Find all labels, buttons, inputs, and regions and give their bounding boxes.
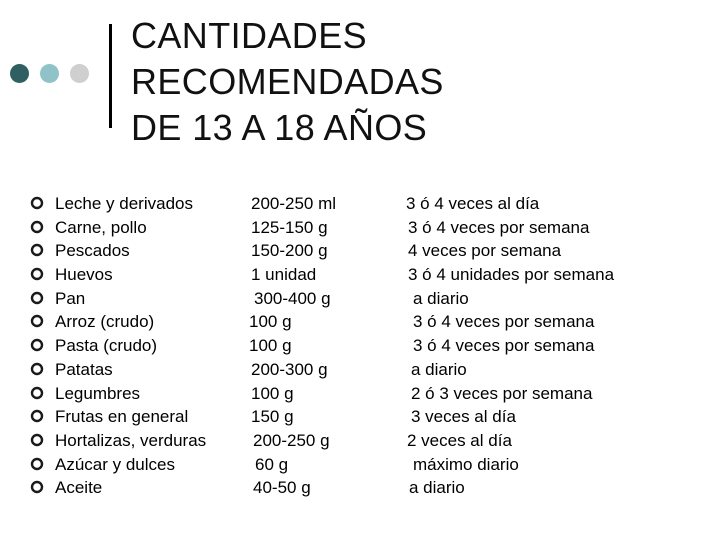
food-amount: 200-250 ml [251, 194, 337, 213]
list-item [0, 405, 728, 429]
food-frequency: 3 ó 4 veces por semana [408, 217, 590, 237]
food-name: Pasta (crudo) [55, 336, 158, 356]
food-name: Aceite [55, 478, 103, 498]
list-item [0, 239, 728, 263]
food-name: Arroz (crudo) [55, 312, 155, 332]
gray-dot-icon [70, 64, 89, 83]
food-frequency: a diario [409, 478, 465, 498]
hollow-ring-bullet-icon [30, 405, 46, 429]
food-amount: 1 unidad [251, 265, 317, 285]
recommended-quantities-list [0, 192, 728, 500]
food-amount: 150-200 g [251, 241, 328, 261]
food-name: Azúcar y dulces [55, 454, 175, 474]
hollow-ring-bullet-icon [30, 358, 46, 382]
food-frequency: 2 ó 3 veces por semana [411, 383, 593, 403]
food-name: Hortalizas, verduras [55, 430, 207, 450]
food-frequency: 4 veces por semana [408, 241, 562, 261]
hollow-ring-bullet-icon [30, 192, 46, 216]
hollow-ring-bullet-icon [30, 263, 46, 287]
hollow-ring-bullet-icon [30, 239, 46, 263]
food-amount: 200-250 g [253, 430, 330, 450]
food-amount: 100 g [249, 312, 292, 332]
food-frequency: 3 ó 4 unidades por semana [408, 265, 615, 285]
hollow-ring-bullet-icon [30, 476, 46, 500]
food-amount: 150 g [251, 407, 294, 427]
list-item [0, 310, 728, 334]
food-amount: 100 g [251, 383, 294, 403]
food-name: Legumbres [55, 383, 141, 403]
dark-teal-dot-icon [10, 64, 29, 83]
food-frequency: a diario [411, 359, 467, 379]
hollow-ring-bullet-icon [30, 216, 46, 240]
slide-title [131, 13, 444, 151]
list-item [0, 453, 728, 477]
title-line-2: RECOMENDADAS [131, 61, 444, 102]
list-item [0, 476, 728, 500]
food-name: Pescados [55, 241, 130, 261]
food-frequency: 3 ó 4 veces por semana [413, 312, 595, 332]
food-frequency: 2 veces al día [407, 430, 512, 450]
list-item [0, 192, 728, 216]
food-amount: 60 g [255, 454, 289, 474]
food-name: Pan [55, 288, 86, 308]
food-frequency: 3 veces al día [411, 407, 516, 427]
light-teal-dot-icon [40, 64, 59, 83]
food-name: Carne, pollo [55, 217, 147, 237]
hollow-ring-bullet-icon [30, 310, 46, 334]
food-frequency: máximo diario [413, 454, 519, 474]
food-frequency: 3 ó 4 veces al día [406, 194, 540, 213]
list-item [0, 216, 728, 240]
food-name: Frutas en general [55, 407, 189, 427]
food-name: Patatas [55, 359, 113, 379]
list-item [0, 358, 728, 382]
food-amount: 125-150 g [251, 217, 328, 237]
food-name: Huevos [55, 265, 113, 285]
title-line-3: DE 13 A 18 AÑOS [131, 107, 428, 148]
list-item [0, 429, 728, 453]
food-amount: 40-50 g [253, 478, 311, 498]
list-item [0, 287, 728, 311]
food-amount: 200-300 g [251, 359, 328, 379]
hollow-ring-bullet-icon [30, 382, 46, 406]
food-name: Leche y derivados [55, 194, 193, 213]
list-item [0, 382, 728, 406]
hollow-ring-bullet-icon [30, 334, 46, 358]
title-line-1: CANTIDADES [131, 15, 368, 56]
hollow-ring-bullet-icon [30, 453, 46, 477]
list-item [0, 263, 728, 287]
title-divider-line [109, 24, 112, 128]
food-amount: 100 g [249, 336, 292, 356]
food-frequency: 3 ó 4 veces por semana [413, 336, 595, 356]
food-frequency: a diario [413, 288, 469, 308]
hollow-ring-bullet-icon [30, 429, 46, 453]
hollow-ring-bullet-icon [30, 287, 46, 311]
food-amount: 300-400 g [254, 288, 331, 308]
list-item [0, 334, 728, 358]
